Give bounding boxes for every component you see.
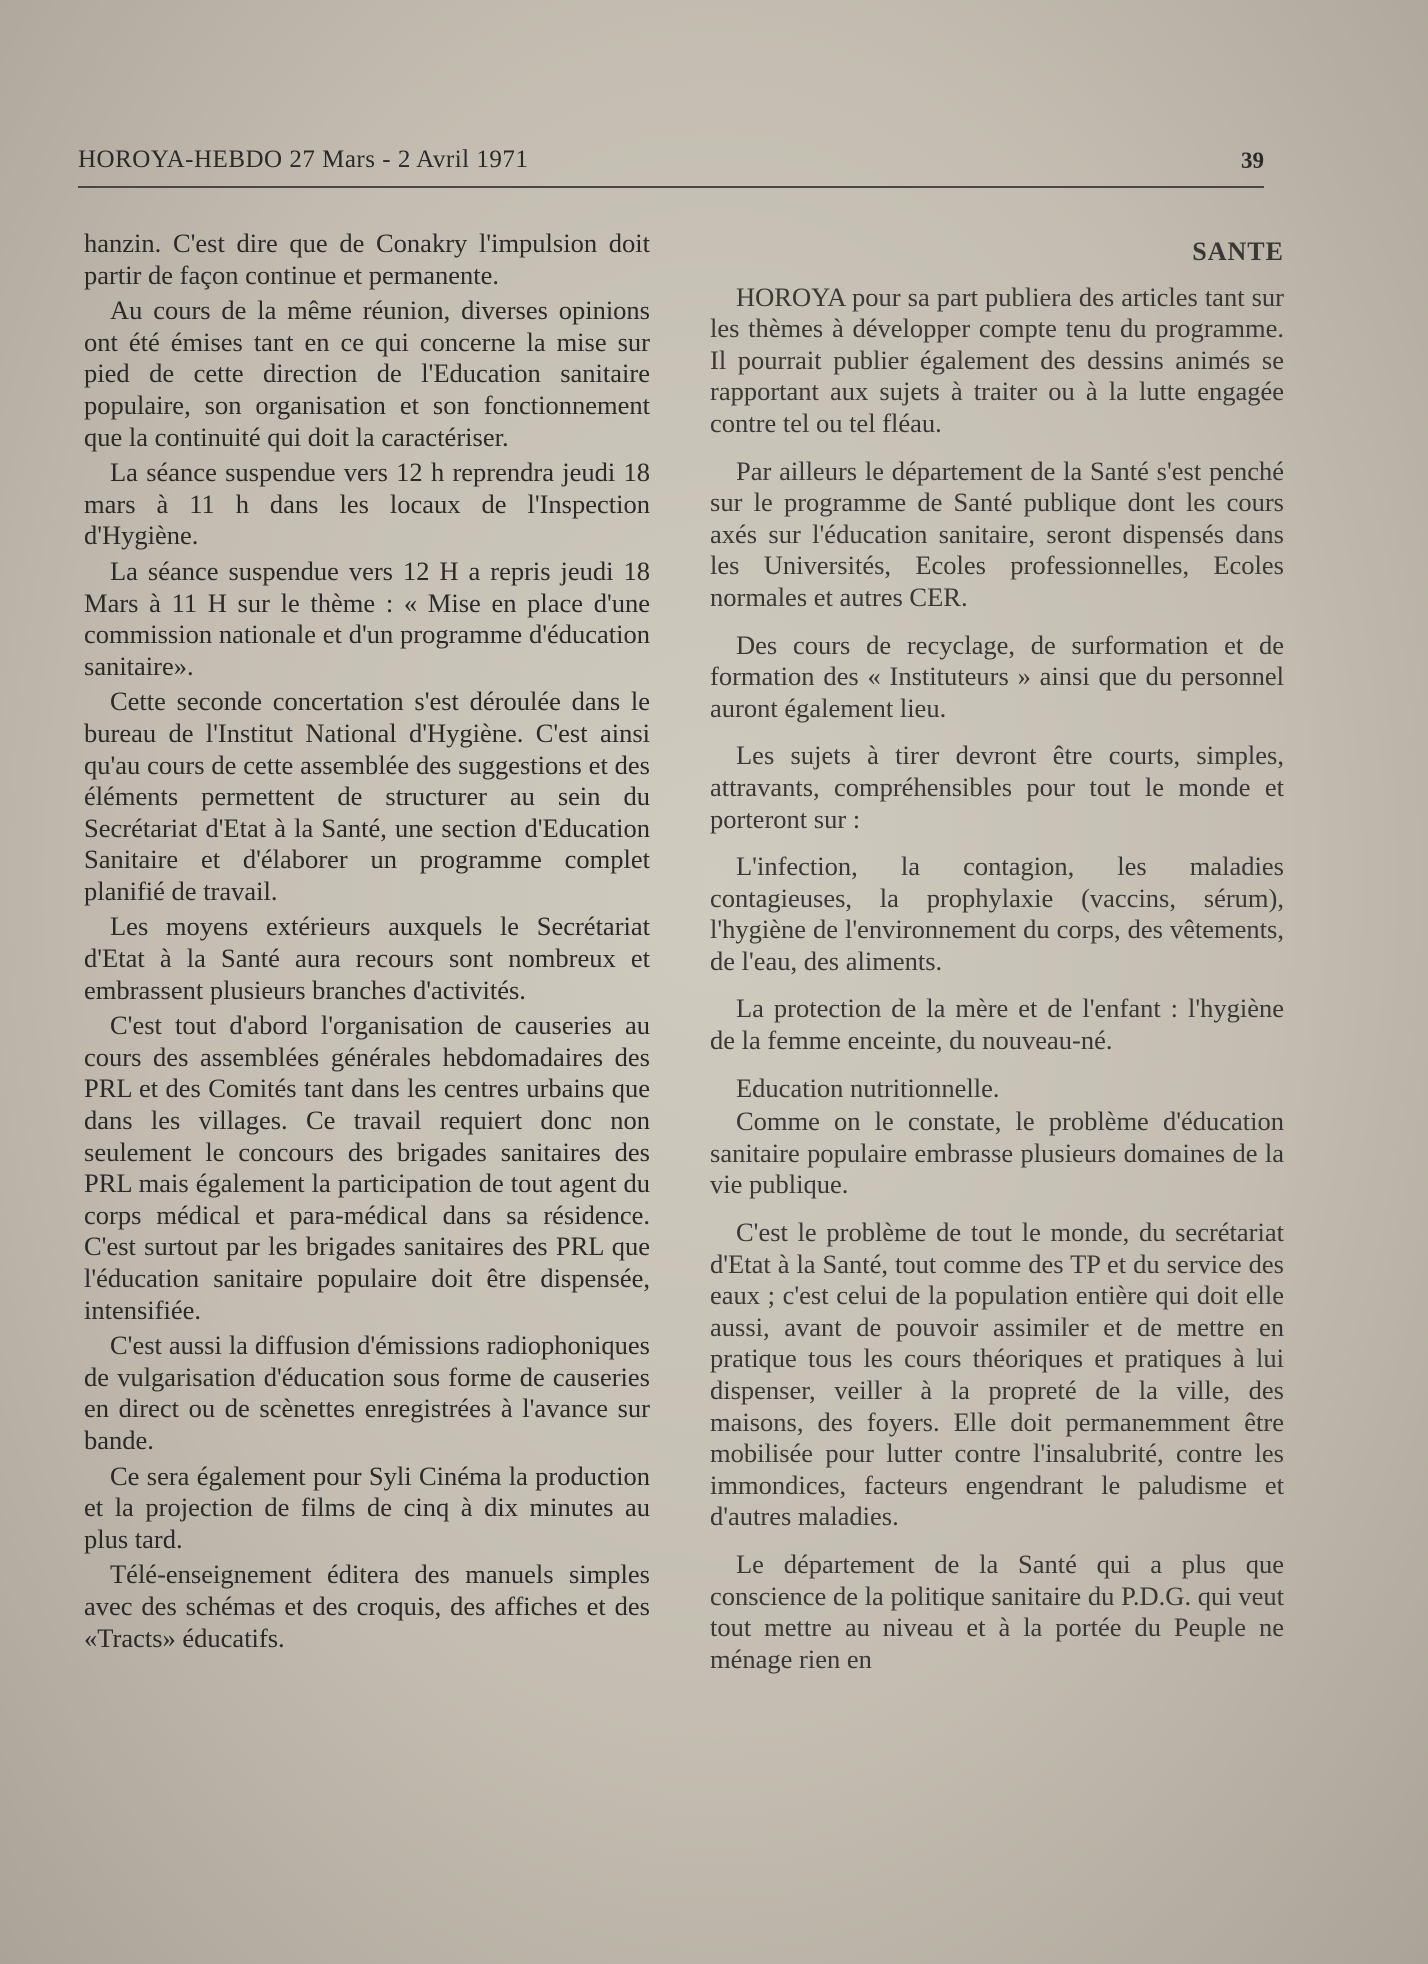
article-paragraph: Des cours de recyclage, de surformation et de formation des « Instituteurs » ainsi que du personnel auront également lieu. [710, 629, 1284, 723]
article-paragraph: Le département de la Santé qui a plus que conscience de la politique sanitaire du P.D.G. qui veut tout mettre au niveau et à la portée du Peuple ne ménage rien en [710, 1548, 1284, 1674]
page-number: 39 [1241, 148, 1264, 173]
article-paragraph: Par ailleurs le département de la Santé s'est penché sur le programme de Santé publique dont les cours axés sur l'éducation sanitaire, seront dispensés dans les Universités, Ecoles professionnelles, Ecoles normales et autres CER. [710, 455, 1284, 612]
header-rule [78, 186, 1264, 188]
article-paragraph: hanzin. C'est dire que de Conakry l'impulsion doit partir de façon continue et permanente. [84, 228, 650, 290]
article-paragraph: Télé-enseignement éditera des manuels simples avec des schémas et des croquis, des affiches et des «Tracts» éducatifs. [84, 1559, 650, 1653]
article-paragraph: Education nutritionnelle. [736, 1072, 1000, 1103]
article-paragraph: Les moyens extérieurs auxquels le Secrétariat d'Etat à la Santé aura recours sont nombreux et embrassent plusieurs branches d'activités. [84, 911, 650, 1005]
article-paragraph: La séance suspendue vers 12 H a repris jeudi 18 Mars à 11 H sur le thème : « Mise en place d'une commission nationale et d'un programme d'éducation sanitaire». [84, 555, 650, 681]
article-paragraph: Ce sera également pour Syli Cinéma la production et la projection de films de cinq à dix minutes au plus tard. [84, 1460, 650, 1554]
left-column [84, 228, 650, 1658]
article-paragraph: C'est aussi la diffusion d'émissions radiophoniques de vulgarisation d'éducation sous forme de causeries en direct ou de scènettes enregistrées à l'avance sur bande. [84, 1330, 650, 1455]
article-paragraph: Comme on le constate, le problème d'éducation sanitaire populaire embrasse plusieurs domaines de la vie publique. [710, 1106, 1284, 1200]
article-paragraph: Au cours de la même réunion, diverses opinions ont été émises tant en ce qui concerne la mise sur pied de cette direction de l'Education sanitaire populaire, son organisation et son fonctionnement que la continuité qui doit la caractériser. [84, 295, 650, 452]
page-header [78, 146, 1268, 186]
article-paragraph: La protection de la mère et de l'enfant : l'hygiène de la femme enceinte, du nouveau-né. [710, 993, 1284, 1056]
article-paragraph: C'est tout d'abord l'organisation de causeries au cours des assemblées générales hebdomadaires des PRL et des Comités tant dans les centres urbains que dans les villages. Ce travail requiert donc non seulement le concours des brigades sanitaires des PRL mais également la participation de tout agent du corps médical et para-médical dans sa résidence. C'est surtout par les brigades sanitaires des PRL que l'éducation sanitaire populaire doit être dispensée, intensifiée. [84, 1010, 650, 1325]
article-paragraph: HOROYA pour sa part publiera des articles tant sur les thèmes à développer compte tenu du programme. Il pourrait publier également des dessins animés se rapportant aux sujets à traiter ou à la lutte engagée contre tel ou tel fléau. [710, 281, 1284, 438]
article-paragraph: L'infection, la contagion, les maladies contagieuses, la prophylaxie (vaccins, sérum), l'hygiène de l'environnement du corps, des vêtements, de l'eau, des aliments. [710, 851, 1284, 976]
article-paragraph: Cette seconde concertation s'est déroulée dans le bureau de l'Institut National d'Hygiène. C'est ainsi qu'au cours de cette assemblée des suggestions et des éléments permettent de structurer au sein du Secrétariat d'Etat à la Santé, une section d'Education Sanitaire et d'élaborer un programme complet planifié de travail. [84, 686, 650, 906]
section-label: SANTE [1192, 237, 1284, 266]
header-title: HOROYA-HEBDO 27 Mars - 2 Avril 1971 [78, 146, 529, 173]
right-column [710, 228, 1284, 1691]
article-paragraph: C'est le problème de tout le monde, du secrétariat d'Etat à la Santé, tout comme des TP et du service des eaux ; c'est celui de la population entière qui doit elle aussi, avant de pouvoir assimiler et de mettre en pratique tous les cours théoriques et pratiques à lui dispenser, veiller à la propreté de la ville, des maisons, des foyers. Elle doit permanemment être mobilisée pour lutter contre l'insalubrité, contre les immondices, facteurs engendrant le paludisme et d'autres maladies. [710, 1217, 1284, 1532]
article-paragraph: La séance suspendue vers 12 h reprendra jeudi 18 mars à 11 h dans les locaux de l'Inspection d'Hygiène. [84, 457, 650, 551]
article-paragraph: Les sujets à tirer devront être courts, simples, attravants, compréhensibles pour tout le monde et porteront sur : [710, 740, 1284, 834]
